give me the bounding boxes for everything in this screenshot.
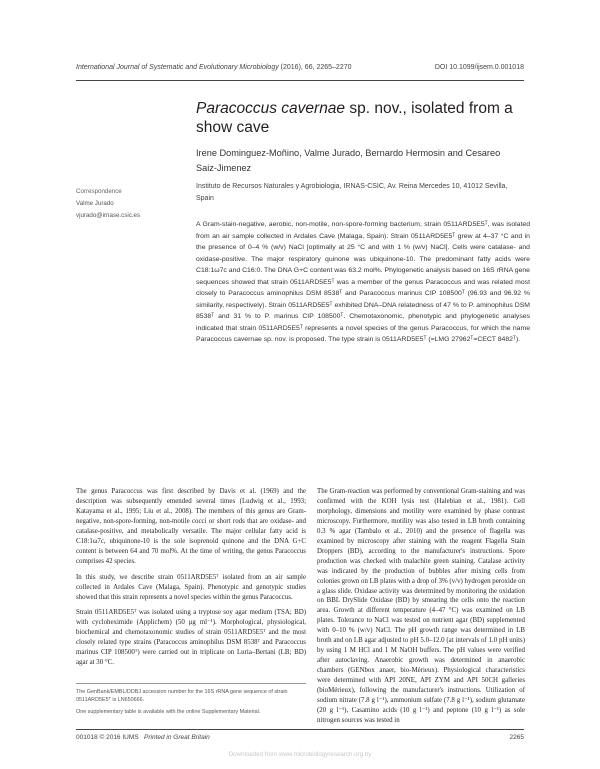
title-rest: sp. nov., isolated from a show cave	[196, 100, 513, 136]
header-divider	[76, 80, 524, 81]
body-paragraph: The Gram-reaction was performed by conventional Gram-staining and was confirmed with the KOH lysis test (Halebian et al., 1981). Cell morphology, dimensions and motility were examined by phase contrast microscopy. Furthermore, motility was also tested in LB broth containing 0.3 % agar (Tambalo et al., 2010) and the presence of flagella was examined by microscopy after staining with the reagent Flagella Stain Droppers (BD), according to the manufacturer's instructions. Spore production was checked with malachite green staining. Catalase activity was indicated by the production of bubbles after mixing cells from colonies grown on LB plates with a drop of 3% (v/v) hydrogen peroxide on a glass slide. Oxidase activity was determined by monitoring the oxidation on BBL DrySlide Oxidase (BD) by smearing the cells onto the reaction area. Growth at different temperature (4–47 °C) was examined on LB plates. Tolerance to NaCl was tested on nutrient agar (BD) supplemented with 0–10 % (w/v) NaCl. The pH growth range was determined in LB broth and on LB agar adjusted to pH 5.0–12.0 (at intervals of 1.0 pH units) by using 1 M HCl and 1 M NaOH buffers. The pH values were verified after autoclaving. Anaerobic growth was determined in anaerobic chambers (GENbox anaer, bio-Mérieux). Physiological characteristics were determined with API 20NE, API ZYM and API 50CH galleries (bioMérieux), following the manufacturer's instructions. Utilization of sodium nitrate (7.8 g l⁻¹), ammonium sulfate (7.8 g l⁻¹), sodium glutamate (20 g l⁻¹), Casamino acids (10 g l⁻¹) and peptone (10 g l⁻¹) as sole nitrogen sources was tested in	[317, 488, 526, 724]
footnotes	[76, 688, 306, 719]
affiliation: Instituto de Recursos Naturales y Agrobiologia, IRNAS-CSIC, Av. Reina Mercedes 10, 41012 Sevilla, Spain	[196, 183, 508, 202]
footer-divider	[76, 729, 524, 730]
title-species: Paracoccus cavernae	[196, 100, 346, 117]
footer-copyright	[76, 734, 210, 741]
correspondence-block	[76, 186, 186, 222]
footnote-divider	[76, 683, 306, 684]
page-number: 2265	[509, 734, 524, 741]
article-title	[196, 99, 516, 137]
journal-header	[76, 64, 352, 71]
body-paragraph: In this study, we describe strain 0511ARD5E5ᵀ isolated from an air sample collected in Ardales Cave (Malaga, Spain). Phenotypic and genotypic studies showed that this strain represents a novel species within the genus Paracoccus.	[76, 573, 306, 601]
download-watermark: Downloaded from www.microbiologyresearch.org by	[228, 751, 372, 758]
body-column-right	[317, 487, 525, 732]
body-paragraph: Strain 0511ARD5E5ᵀ was isolated using a tryptose soy agar medium (TSA; BD) with cycloheximide (Applichem) (50 μg ml⁻¹). Morphological, physiological, biochemical and chemotaxonomic studies of strain 0511ARD5E5ᵀ and the most closely related type strains (Paracoccus aminophilus DSM 8538ᵀ and Paracoccus marinus CIP 108500ᵀ) were carried out in triplicate on Luria–Bertani (LB; BD) agar at 30 °C.	[76, 609, 306, 667]
footer-id: 001018 © 2016 IUMS	[76, 734, 139, 741]
footnote-supplementary: One supplementary table is available with the online Supplementary Material.	[76, 708, 261, 715]
abstract: A Gram-stain-negative, aerobic, non-motile, non-spore-forming bacterium, strain 0511ARD5E5ᵀ, was isolated from an air sample collected in Ardales Cave (Malaga, Spain). Strain 0511ARD5E5ᵀ grew at 4–37 °C and in the presence of 0–4 % (w/v) NaCl [optimally at 25 °C and with 1 % (w/v) NaCl]. Cells were catalase- and oxidase-positive. The major respiratory quinone was ubiquinone-10. The predominant fatty acids were C18:1ω7c and C16:0. The DNA G+C content was 63.2 mol%. Phylogenetic analysis based on 16S rRNA gene sequences showed that strain 0511ARD5E5ᵀ was a member of the genus Paracoccus and was related most closely to Paracoccus aminophilus DSM 8538ᵀ and Paracoccus marinus CIP 108500ᵀ (96.93 and 96.92 % similarity, respectively). Strain 0511ARD5E5ᵀ exhibited DNA–DNA relatedness of 47 % to P. aminophilus DSM 8538ᵀ and 31 % to P. marinus CIP 108500ᵀ. Chemotaxonomic, phenotypic and phylogenetic analyses indicated that strain 0511ARD5E5ᵀ represents a novel species of the genus Paracoccus, for which the name Paracoccus cavernae sp. nov. is proposed. The type strain is 0511ARD5E5ᵀ (=LMG 27962ᵀ=CECT 8482ᵀ).	[196, 221, 530, 344]
body-paragraph: The genus Paracoccus was first described by Davis et al. (1969) and the description was subsequently emended several times (Ludwig et al., 1993; Katayama et al., 1995; Liu et al., 2008). The members of this genus are Gram-negative, non-spore-forming, non-motile cocci or short rods that are oxidase- and catalase-positive, and metabolically versatile. The major cellular fatty acid is C18:1ω7c, ubiquinone-10 is the sole isoprenoid quinone and the DNA G+C content is between 64 and 70 mol%. At the time of writing, the genus Paracoccus comprises 42 species.	[76, 488, 306, 565]
correspondence-email[interactable]: vjurado@irnase.csic.es	[76, 212, 141, 219]
footnote-accession: The GenBank/EMBL/DDBJ accession number for the 16S rRNA gene sequence of strain 0511ARD5E5ᵀ is LN650666.	[76, 689, 288, 704]
journal-citation: (2016), 66, 2265–2270	[280, 64, 352, 71]
journal-name: International Journal of Systematic and Evolutionary Microbiology	[76, 64, 279, 71]
author-list: Irene Dominguez-Moñino, Valme Jurado, Bernardo Hermosin and Cesareo Saiz-Jimenez	[196, 148, 501, 173]
correspondence-name: Valme Jurado	[76, 200, 114, 207]
correspondence-label: Correspondence	[76, 188, 122, 195]
body-column-left	[76, 487, 306, 674]
doi-link[interactable]: DOI 10.1099/ijsem.0.001018	[434, 64, 524, 71]
footer-printed: Printed in Great Britain	[144, 734, 210, 741]
